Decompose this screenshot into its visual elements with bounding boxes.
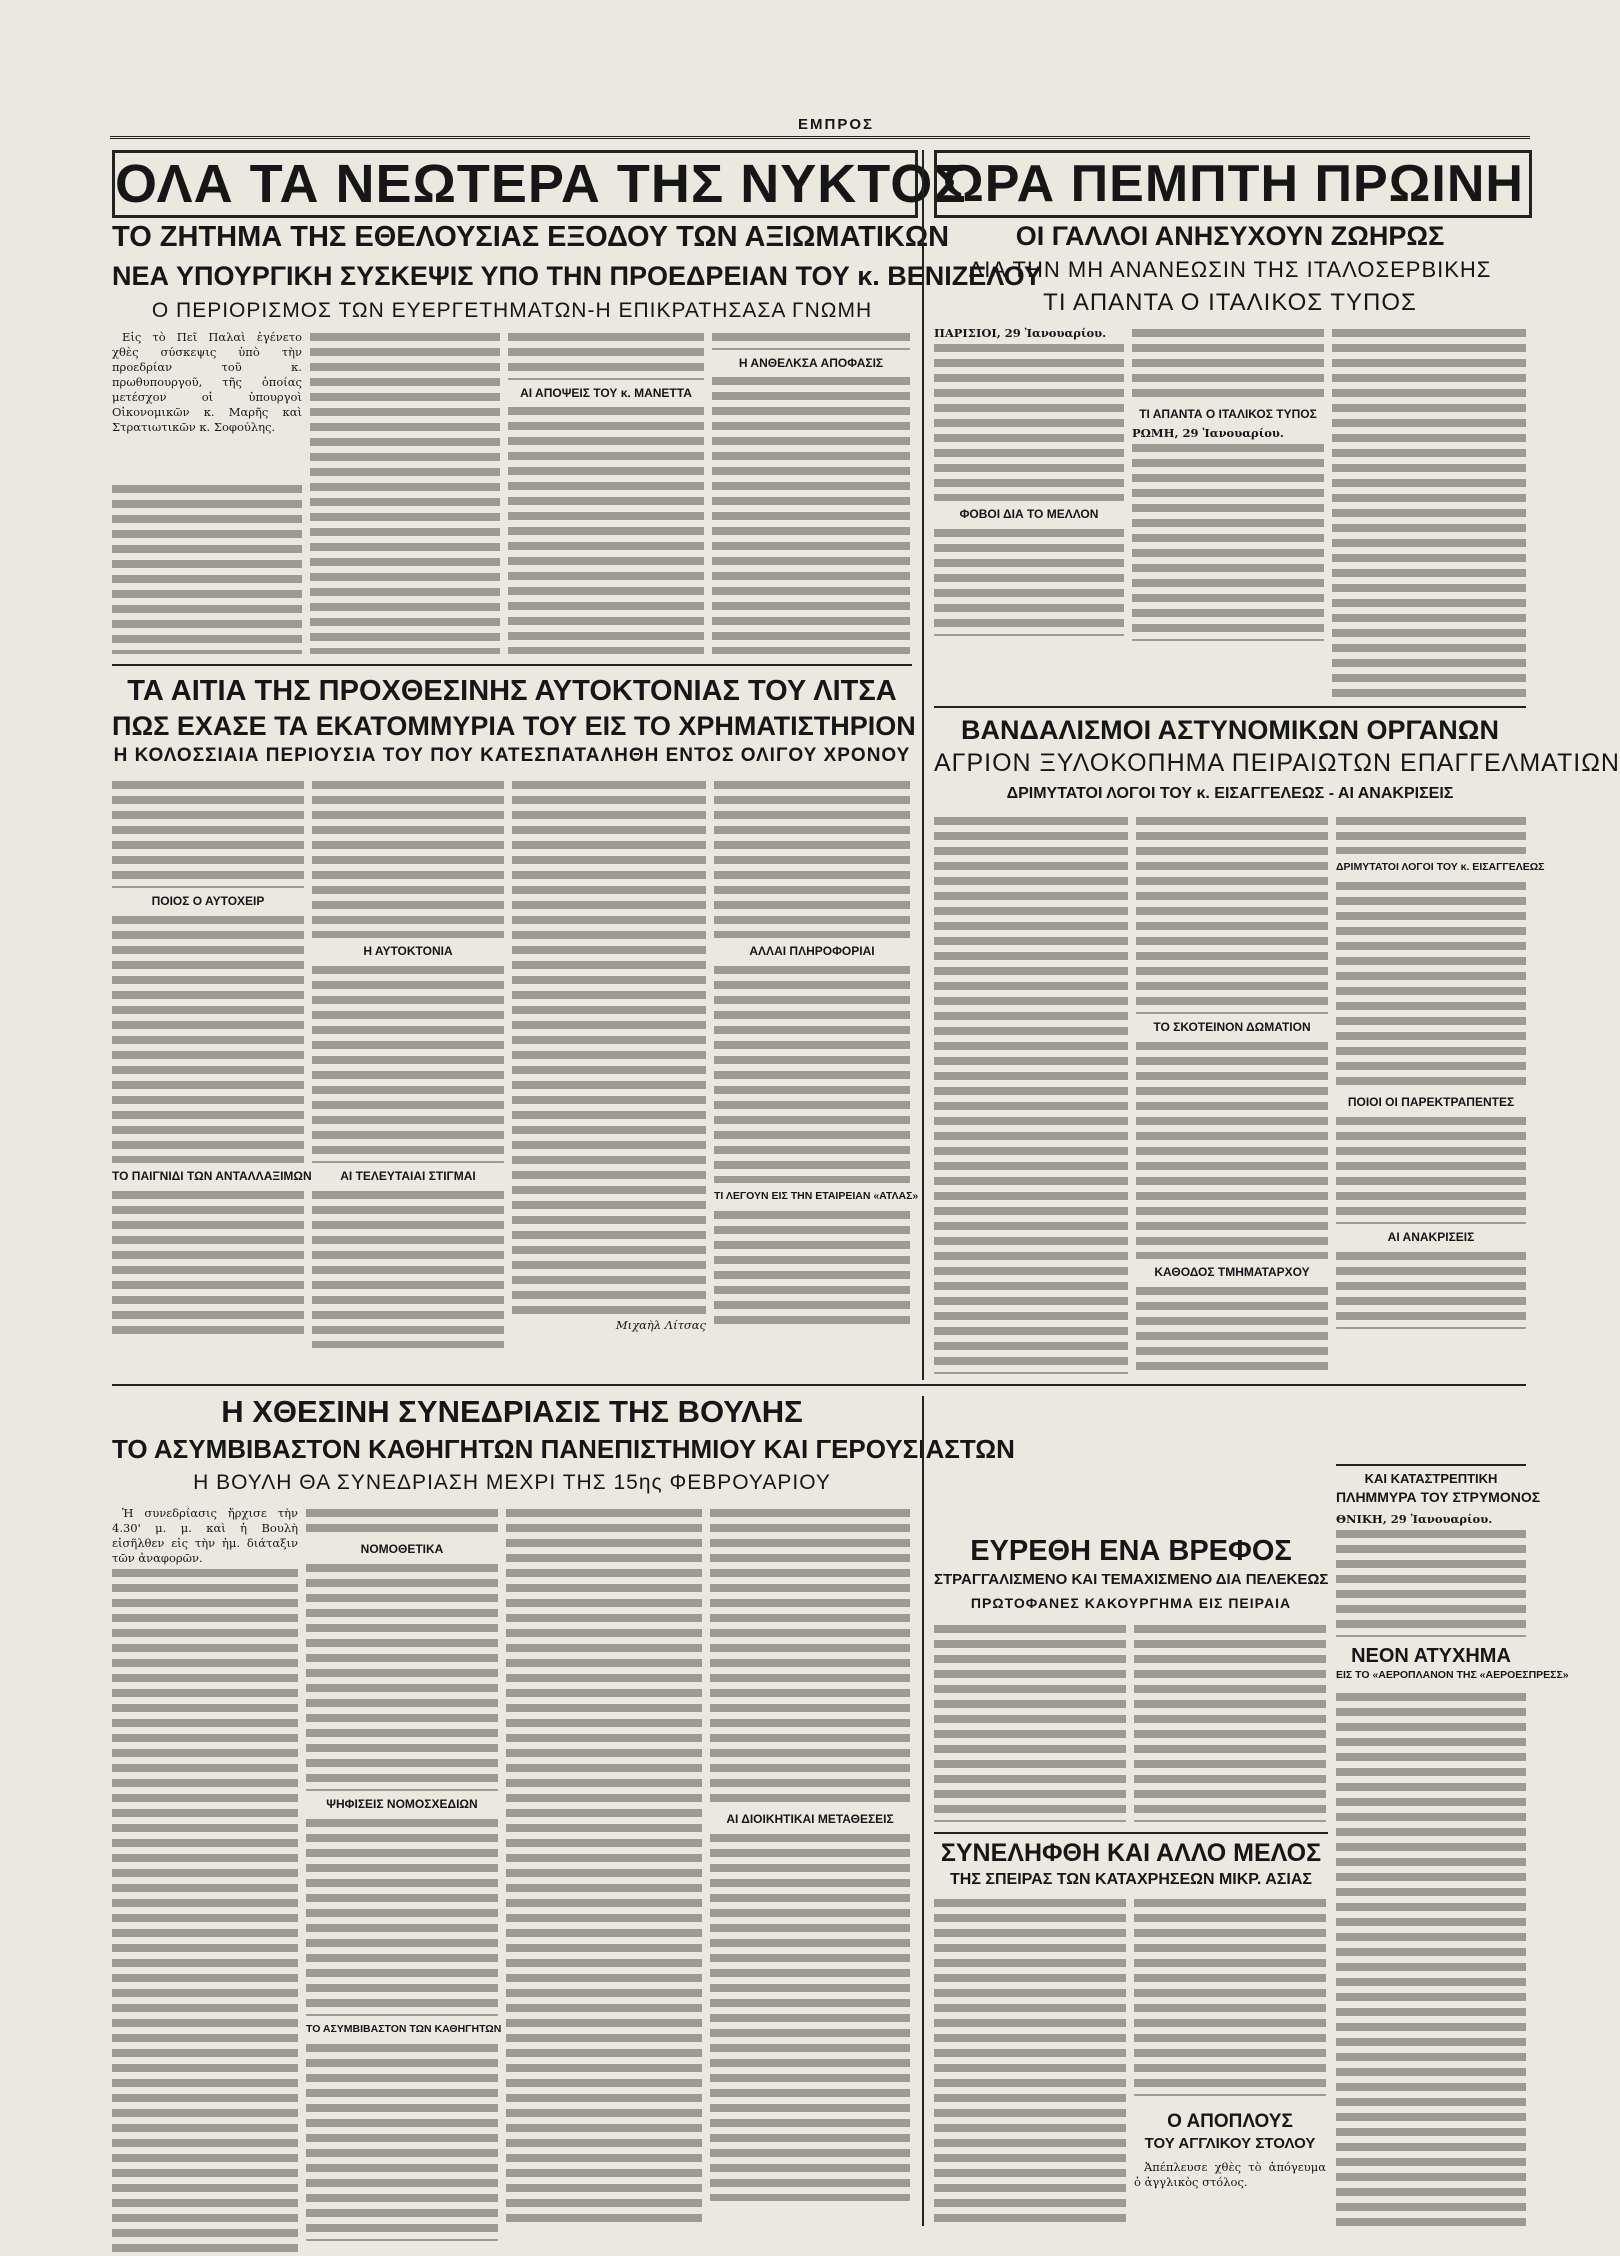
text-column bbox=[112, 913, 304, 1163]
parliament-deck: Η ΒΟΥΛΗ ΘΑ ΣΥΝΕΔΡΙΑΣΗ ΜΕΧΡΙ ΤΗΣ 15ης ΦΕΒΡΟΥΑΡΙΟΥ bbox=[193, 1471, 831, 1494]
subhead: ΨΗΦΙΣΕΙΣ ΝΟΜΟΣΧΕΔΙΩΝ bbox=[326, 1797, 478, 1811]
suicide-deck: Η ΚΟΛΟΣΣΙΑΙΑ ΠΕΡΙΟΥΣΙΑ ΤΟΥ ΠΟΥ ΚΑΤΕΣΠΑΤΑΛΗΘΗ ΕΝΤΟΣ ΟΛΙΓΟΥ ΧΡΟΝΟΥ bbox=[113, 745, 911, 766]
vandalism-deck: ΔΡΙΜΥΤΑΤΟΙ ΛΟΓΟΙ ΤΟΥ κ. ΕΙΣΑΓΓΕΛΕΩΣ - ΑΙ ΑΝΑΚΡΙΣΕΙΣ bbox=[1006, 785, 1454, 802]
right-col-2 bbox=[1132, 326, 1324, 641]
text-column bbox=[1336, 814, 1526, 854]
section-rule bbox=[934, 1832, 1328, 1834]
subhead: ΤΙ ΛΕΓΟΥΝ ΕΙΣ ΤΗΝ ΕΤΑΙΡΕΙΑΝ «ΑΤΛΑΣ» bbox=[714, 1190, 919, 1202]
aviation-headline: ΝΕΟΝ ΑΤΥΧΗΜΑ bbox=[1351, 1645, 1511, 1667]
subhead: ΝΟΜΟΘΕΤΙΚΑ bbox=[360, 1542, 444, 1556]
fleet-subheadline: ΤΟΥ ΑΓΓΛΙΚΟΥ ΣΤΟΛΟΥ bbox=[1144, 2135, 1316, 2152]
vandalism-subheadline: ΑΓΡΙΟΝ ΞΥΛΟΚΟΠΗΜΑ ΠΕΙΡΑΙΩΤΩΝ ΕΠΑΓΓΕΛΜΑΤΙΩΝ bbox=[934, 749, 1620, 777]
text-column bbox=[1136, 1039, 1328, 1259]
left-deck: Ο ΠΕΡΙΟΡΙΣΜΟΣ ΤΩΝ ΕΥΕΡΓΕΤΗΜΑΤΩΝ-Η ΕΠΙΚΡΑΤΗΣΑΣΑ ΓΝΩΜΗ bbox=[151, 299, 873, 322]
right-headline: ΟΙ ΓΑΛΛΟΙ ΑΝΗΣΥΧΟΥΝ ΖΩΗΡΩΣ bbox=[1015, 221, 1445, 251]
vandalism-headline: ΒΑΝΔΑΛΙΣΜΟΙ ΑΣΤΥΝΟΜΙΚΩΝ ΟΡΓΑΝΩΝ bbox=[961, 715, 1499, 745]
text-column bbox=[312, 778, 504, 938]
suicide-col-4 bbox=[714, 778, 919, 1328]
dateline: ΡΩΜΗ, 29 Ἰανουαρίου. bbox=[1132, 426, 1284, 440]
suicide-col-2 bbox=[312, 778, 504, 1348]
text-column bbox=[1134, 1896, 1326, 2096]
subhead: Η ΑΝΘΕΛΚΣΑ ΑΠΟΦΑΣΙΣ bbox=[738, 356, 884, 370]
right-col-1 bbox=[934, 326, 1124, 636]
text-column bbox=[306, 1561, 498, 1791]
aviation-subheadline: ΕΙΣ ΤΟ «ΑΕΡΟΠΛΑΝΟΝ ΤΗΣ «ΑΕΡΟΕΣΠΡΕΣΣ» bbox=[1336, 1669, 1569, 1681]
right-subheadline: ΔΙΑ ΤΗΝ ΜΗ ΑΝΑΝΕΩΣΙΝ ΤΗΣ ΙΤΑΛΟΣΕΡΒΙΚΗΣ bbox=[968, 257, 1492, 282]
vandalism-col-2 bbox=[1136, 814, 1328, 1374]
parliament-col-2 bbox=[306, 1506, 502, 2241]
subhead: ΤΟ ΠΑΙΓΝΙΔΙ ΤΩΝ ΑΝΤΑΛΛΑΞΙΜΩΝ bbox=[112, 1169, 312, 1183]
subhead: ΑΙ ΔΙΟΙΚΗΤΙΚΑΙ ΜΕΤΑΘΕΣΕΙΣ bbox=[726, 1812, 894, 1826]
text-column bbox=[934, 814, 1128, 1374]
right-deck: ΤΙ ΑΠΑΝΤΑ Ο ΙΤΑΛΙΚΟΣ ΤΥΠΟΣ bbox=[1043, 289, 1417, 316]
left-col-4 bbox=[712, 330, 910, 654]
text-column bbox=[1336, 1527, 1526, 1637]
left-subheadline: ΝΕΑ ΥΠΟΥΡΓΙΚΗ ΣΥΣΚΕΨΙΣ ΥΠΟ ΤΗΝ ΠΡΟΕΔΡΕΙΑΝ ΤΟΥ κ. ΒΕΝΙΖΕΛΟΥ bbox=[112, 261, 1042, 291]
parliament-col-1 bbox=[112, 1506, 298, 2256]
text-column bbox=[1336, 1690, 1526, 2226]
signature: Μιχαὴλ Λίτσας bbox=[615, 1318, 706, 1332]
suicide-col-3 bbox=[512, 778, 706, 1333]
subhead: ΦΟΒΟΙ ΔΙΑ ΤΟ ΜΕΛΛΟΝ bbox=[959, 507, 1099, 521]
text-column bbox=[310, 330, 500, 654]
text-column bbox=[710, 1506, 910, 1806]
parliament-subheadline: ΤΟ ΑΣΥΜΒΙΒΑΣΤΟΝ ΚΑΘΗΓΗΤΩΝ ΠΑΝΕΠΙΣΤΗΜΙΟΥ ΚΑΙ ΓΕΡΟΥΣΙΑΣΤΩΝ bbox=[112, 1434, 1015, 1464]
text-column bbox=[306, 2041, 498, 2241]
subhead: ΤΙ ΑΠΑΝΤΑ Ο ΙΤΑΛΙΚΟΣ ΤΥΠΟΣ bbox=[1139, 407, 1317, 421]
text-column bbox=[1336, 879, 1526, 1089]
fleet-col bbox=[1134, 2160, 1326, 2226]
subhead: ΤΟ ΣΚΟΤΕΙΝΟΝ ΔΩΜΑΤΙΟΝ bbox=[1153, 1020, 1311, 1034]
gang-headline: ΣΥΝΕΛΗΦΘΗ ΚΑΙ ΑΛΛΟ ΜΕΛΟΣ bbox=[940, 1839, 1322, 1867]
column-divider bbox=[922, 150, 924, 1380]
left-lead-paragraph: Εἰς τὸ Πεῖ Παλαὶ ἐγένετο χθὲς σύσκεψις ὑπὸ τὴν προεδρίαν τοῦ κ. πρωθυπουργοῦ, τῆς ὁποίας μετέσχον οἱ ὑπουργοὶ Οἰκονομικῶν κ. Μαρῆς καὶ Στρατιωτικῶν κ. Σοφούλης. bbox=[112, 330, 302, 434]
text-column bbox=[934, 341, 1124, 501]
text-column bbox=[1132, 441, 1324, 641]
fleet-headline: Ο ΑΠΟΠΛΟΥΣ bbox=[1167, 2111, 1293, 2132]
suicide-col-1 bbox=[112, 778, 312, 1338]
subhead: ΠΟΙΟΙ ΟΙ ΠΑΡΕΚΤΡΑΠΕΝΤΕΣ bbox=[1347, 1095, 1515, 1109]
infant-deck: ΠΡΩΤΟΦΑΝΕΣ ΚΑΚΟΥΡΓΗΜΑ ΕΙΣ ΠΕΙΡΑΙΑ bbox=[970, 1595, 1292, 1611]
subhead: ΚΑΘΟΔΟΣ ΤΜΗΜΑΤΑΡΧΟΥ bbox=[1154, 1265, 1310, 1279]
dateline: ΠΑΡΙΣΙΟΙ, 29 Ἰανουαρίου. bbox=[934, 326, 1107, 340]
text-column bbox=[112, 1188, 304, 1338]
suicide-headline: ΤΑ ΑΙΤΙΑ ΤΗΣ ΠΡΟΧΘΕΣΙΝΗΣ ΑΥΤΟΚΤΟΝΙΑΣ ΤΟΥ ΛΙΤΣΑ bbox=[127, 675, 897, 707]
section-rule bbox=[934, 706, 1526, 708]
vandalism-col-3 bbox=[1336, 814, 1545, 1329]
subhead: ΤΟ ΑΣΥΜΒΙΒΑΣΤΟΝ ΤΩΝ ΚΑΘΗΓΗΤΩΝ bbox=[306, 2023, 502, 2035]
text-column bbox=[934, 526, 1124, 636]
gang-subheadline: ΤΗΣ ΣΠΕΙΡΑΣ ΤΩΝ ΚΑΤΑΧΡΗΣΕΩΝ ΜΙΚΡ. ΑΣΙΑΣ bbox=[950, 1871, 1312, 1888]
text-column bbox=[934, 1622, 1126, 1822]
text-column bbox=[1136, 1284, 1328, 1374]
subhead: Η ΑΥΤΟΚΤΟΝΙΑ bbox=[363, 944, 453, 958]
left-headline: ΤΟ ΖΗΤΗΜΑ ΤΗΣ ΕΘΕΛΟΥΣΙΑΣ ΕΞΟΔΟΥ ΤΩΝ ΑΞΙΩΜΑΤΙΚΩΝ bbox=[112, 221, 950, 253]
subhead: ΑΙ ΑΠΟΨΕΙΣ ΤΟΥ κ. ΜΑΝΕΤΤΑ bbox=[520, 386, 692, 400]
infant-headline: ΕΥΡΕΘΗ ΕΝΑ ΒΡΕΦΟΣ bbox=[970, 1535, 1292, 1567]
parliament-lead-paragraph: Ἡ συνεδρίασις ἤρχισε τὴν 4.30' μ. μ. καὶ ἡ Βουλὴ εἰσῆλθεν εἰς τὴν ἡμ. διάταξιν τῶν ἀναφορῶν. bbox=[112, 1506, 298, 1565]
text-column bbox=[112, 482, 302, 654]
text-column bbox=[508, 330, 704, 380]
text-column bbox=[508, 404, 704, 654]
subhead: ΔΡΙΜΥΤΑΤΟΙ ΛΟΓΟΙ ΤΟΥ κ. ΕΙΣΑΓΓΕΛΕΩΣ bbox=[1336, 861, 1545, 873]
text-column bbox=[712, 330, 910, 350]
fleet-lead-paragraph: Ἀπέπλευσε χθὲς τὸ ἀπόγευμα ὁ ἀγγλικὸς στόλος. bbox=[1134, 2160, 1326, 2189]
text-column bbox=[1332, 326, 1526, 698]
left-col-3 bbox=[508, 330, 704, 654]
column-divider bbox=[922, 1396, 924, 2226]
parliament-col-4 bbox=[710, 1506, 910, 2201]
text-column bbox=[714, 778, 910, 938]
text-column bbox=[1134, 1622, 1326, 1822]
text-column bbox=[1336, 1249, 1526, 1329]
text-column bbox=[512, 778, 706, 1318]
infant-subheadline: ΣΤΡΑΓΓΑΛΙΣΜΕΝΟ ΚΑΙ ΤΕΜΑΧΙΣΜΕΝΟ ΔΙΑ ΠΕΛΕΚΕΩΣ bbox=[934, 1571, 1329, 1588]
subhead: ΑΙ ΑΝΑΚΡΙΣΕΙΣ bbox=[1387, 1230, 1475, 1244]
left-banner: ΟΛΑ ΤΑ ΝΕΩΤΕΡΑ ΤΗΣ ΝΥΚΤΟΣ bbox=[112, 150, 918, 218]
river-headline: ΚΑΙ ΚΑΤΑΣΤΡΕΠΤΙΚΗ bbox=[1364, 1471, 1498, 1486]
left-col-1 bbox=[112, 330, 302, 480]
text-column bbox=[306, 1506, 498, 1536]
parliament-headline: Η ΧΘΕΣΙΝΗ ΣΥΝΕΔΡΙΑΣΙΣ ΤΗΣ ΒΟΥΛΗΣ bbox=[221, 1394, 803, 1429]
masthead-name: ΕΜΠΡΟΣ bbox=[790, 116, 882, 133]
text-column bbox=[934, 1896, 1126, 2226]
right-banner: ΩΡΑ ΠΕΜΠΤΗ ΠΡΩΙΝΗ bbox=[934, 150, 1532, 218]
subhead: ΑΙ ΤΕΛΕΥΤΑΙΑΙ ΣΤΙΓΜΑΙ bbox=[340, 1169, 476, 1183]
text-column bbox=[1136, 814, 1328, 1014]
text-column bbox=[712, 374, 910, 654]
section-rule bbox=[1336, 1464, 1526, 1466]
text-column bbox=[306, 1816, 498, 2016]
text-column bbox=[112, 778, 304, 888]
text-column bbox=[506, 1506, 702, 2226]
text-column bbox=[714, 963, 910, 1183]
text-column bbox=[312, 963, 504, 1163]
text-column bbox=[1336, 1114, 1526, 1224]
section-rule bbox=[112, 664, 912, 666]
text-column bbox=[112, 1566, 298, 2256]
river-col bbox=[1336, 1512, 1526, 1637]
text-column bbox=[710, 1831, 910, 2201]
suicide-subheadline: ΠΩΣ ΕΧΑΣΕ ΤΑ ΕΚΑΤΟΜΜΥΡΙΑ ΤΟΥ ΕΙΣ ΤΟ ΧΡΗΜΑΤΙΣΤΗΡΙΟΝ bbox=[112, 711, 916, 741]
text-column bbox=[1132, 326, 1324, 401]
dateline: ΘΝΙΚΗ, 29 Ἰανουαρίου. bbox=[1336, 1512, 1493, 1526]
subhead: ΠΟΙΟΣ Ο ΑΥΤΟΧΕΙΡ bbox=[151, 894, 265, 908]
text-column bbox=[312, 1188, 504, 1348]
text-column bbox=[714, 1208, 910, 1328]
subhead: ΑΛΛΑΙ ΠΛΗΡΟΦΟΡΙΑΙ bbox=[749, 944, 875, 958]
river-subheadline: ΠΛΗΜΜΥΡΑ ΤΟΥ ΣΤΡΥΜΟΝΟΣ bbox=[1336, 1489, 1541, 1505]
section-rule bbox=[112, 1384, 1526, 1386]
masthead bbox=[110, 116, 1530, 139]
